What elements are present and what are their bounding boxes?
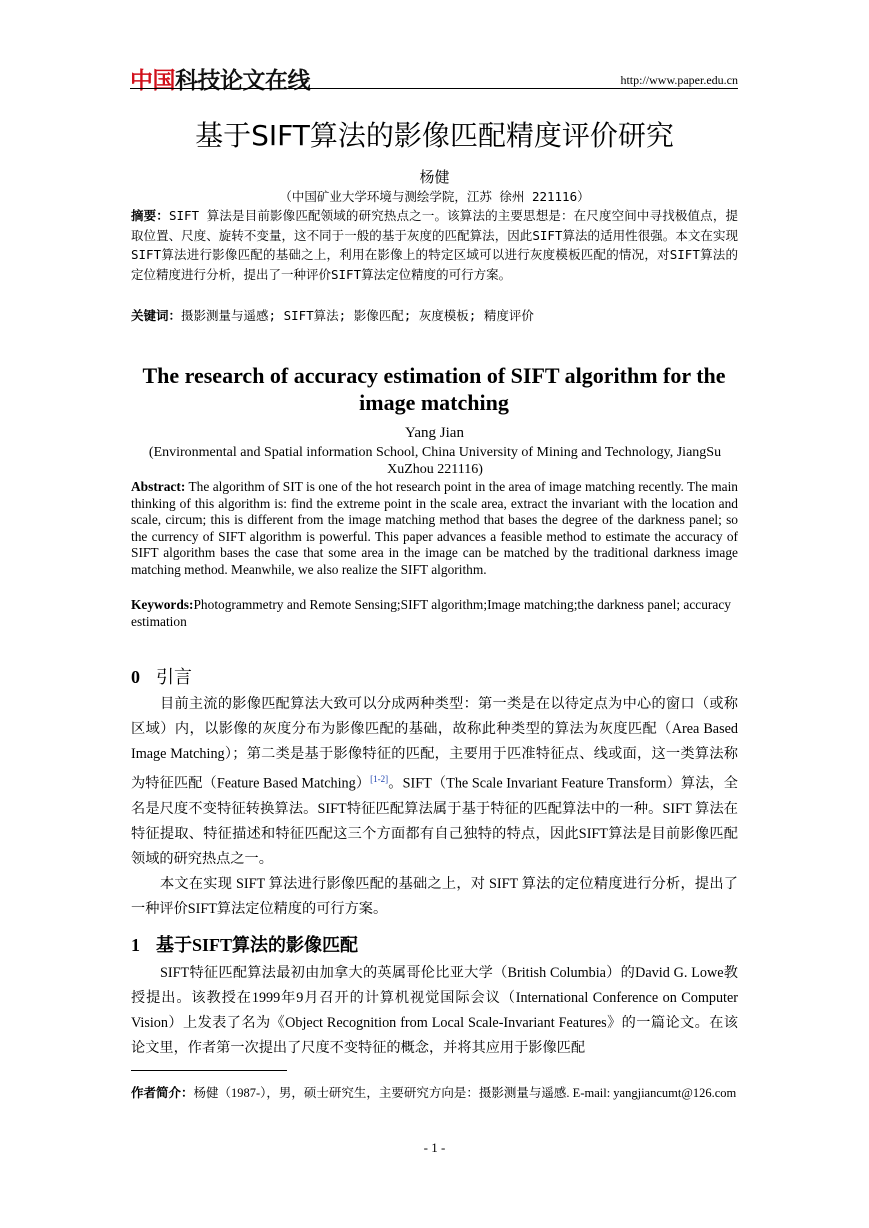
en-abstract <box>131 479 738 579</box>
logo-red-text: 中国 <box>130 68 175 94</box>
cn-keywords <box>131 306 738 324</box>
logo-black-text: 科技论文在线 <box>175 68 310 94</box>
cn-author: 杨健 <box>419 170 450 186</box>
en-keywords-label: Keywords: <box>131 597 194 612</box>
page-number: - 1 - <box>423 1140 446 1155</box>
header-rule <box>130 88 738 89</box>
cn-title: 基于SIFT算法的影像匹配精度评价研究 <box>195 119 674 152</box>
footnote-text: 杨健（1987-），男，硕士研究生，主要研究方向是：摄影测量与遥感. E-mail: yangjiancumt@126.com <box>193 1086 737 1100</box>
journal-logo <box>130 62 310 95</box>
section-0-p1-text-a: 目前主流的影像匹配算法大致可以分成两种类型：第一类是在以待定点为中心的窗口（或称区域）内，以影像的灰度分布为影像匹配的基础，故称此种类型的算法为灰度匹配（Area Based Image Matching）；第二类是基于影像特征的匹配，主要用于匹准特征点、线或面，这一类算法称为特征匹配（Feature Based Matching） <box>131 696 738 792</box>
section-0-title: 引言 <box>156 667 192 687</box>
section-0-p1-text-b: 。SIFT（The Scale Invariant Feature Transform）算法，全名是尺度不变特征转换算法。SIFT特征匹配算法属于基于特征的匹配算法中的一种。SIFT 算法在特征提取、特征描述和特征匹配这三个方面都有自己独特的特点，因此SIFT算法是目前影像匹配领域的研究热点之一。 <box>131 775 738 867</box>
en-keywords-text: Photogrammetry and Remote Sensing;SIFT algorithm;Image matching;the darkness panel; accuracy estimation <box>131 597 731 629</box>
cn-abstract-text: SIFT 算法是目前影像匹配领域的研究热点之一。该算法的主要思想是：在尺度空间中寻找极值点，提取位置、尺度、旋转不变量，这不同于一般的基于灰度的匹配算法，因此SIFT算法的适用性很强。本文在实现SIFT算法进行影像匹配的基础之上，利用在影像上的特定区域可以进行灰度模板匹配的情况，对SIFT算法的定位精度进行分析，提出了一种评价SIFT算法定位精度的可行方案。 <box>131 208 738 282</box>
en-author: Yang Jian <box>405 425 464 441</box>
en-abstract-label: Abstract: <box>131 479 186 494</box>
section-1-body <box>131 961 738 1061</box>
section-1-paragraph-1: SIFT特征匹配算法最初由加拿大的英属哥伦比亚大学（British Columbia）的David G. Lowe教授提出。该教授在1999年9月召开的计算机视觉国际会议（International Conference on Computer Vision）上发表了名为《Object Recognition from Local Scale-Invariant Features》的一篇论文。在该论文里，作者第一次提出了尺度不变特征的概念，并将其应用于影像匹配 <box>131 965 738 1056</box>
section-0-heading <box>131 663 192 689</box>
section-1-title: 基于SIFT算法的影像匹配 <box>156 935 359 955</box>
citation-ref[interactable]: [1-2] <box>370 774 389 784</box>
footnote <box>131 1083 738 1101</box>
cn-affiliation: （中国矿业大学环境与测绘学院，江苏 徐州 221116） <box>279 189 590 204</box>
section-1-number: 1 <box>131 935 140 955</box>
cn-keywords-label: 关键词： <box>131 308 182 323</box>
cn-abstract <box>131 206 738 284</box>
en-keywords <box>131 597 738 630</box>
en-title: The research of accuracy estimation of SIFT algorithm for the image matching <box>142 363 726 415</box>
section-0-paragraph-1 <box>131 692 738 872</box>
section-0-paragraph-2: 本文在实现 SIFT 算法进行影像匹配的基础之上，对 SIFT 算法的定位精度进行分析，提出了一种评价SIFT算法定位精度的可行方案。 <box>131 875 738 917</box>
en-affiliation: (Environmental and Spatial information School, China University of Mining and Technology, JiangSu XuZhou 221116) <box>148 445 722 477</box>
footnote-rule <box>131 1070 287 1071</box>
cn-keywords-text: 摄影测量与遥感; SIFT算法; 影像匹配; 灰度模板; 精度评价 <box>181 308 534 323</box>
en-abstract-text: The algorithm of SIT is one of the hot research point in the area of image matching recently. The main thinking of this algorithm is: find the extreme point in the scale area, extract the invariant with the location and scale, circum; this is different from the image matching method that bases the degree of the darkness panel; so the currency of SIFT algorithm is powerful. This paper advances a feasible method to estimate the accuracy of SIFT algorithm bases the case that some area in the image can be matched by the traditional darkness image matching method. Meanwhile, we also realize the SIFT algorithm. <box>131 479 738 577</box>
section-1-heading <box>131 931 358 957</box>
section-0-body <box>131 692 738 922</box>
cn-abstract-label: 摘要： <box>131 208 169 223</box>
section-0-number: 0 <box>131 667 140 687</box>
footnote-label: 作者简介： <box>131 1086 194 1100</box>
header-url[interactable]: http://www.paper.edu.cn <box>620 73 738 87</box>
